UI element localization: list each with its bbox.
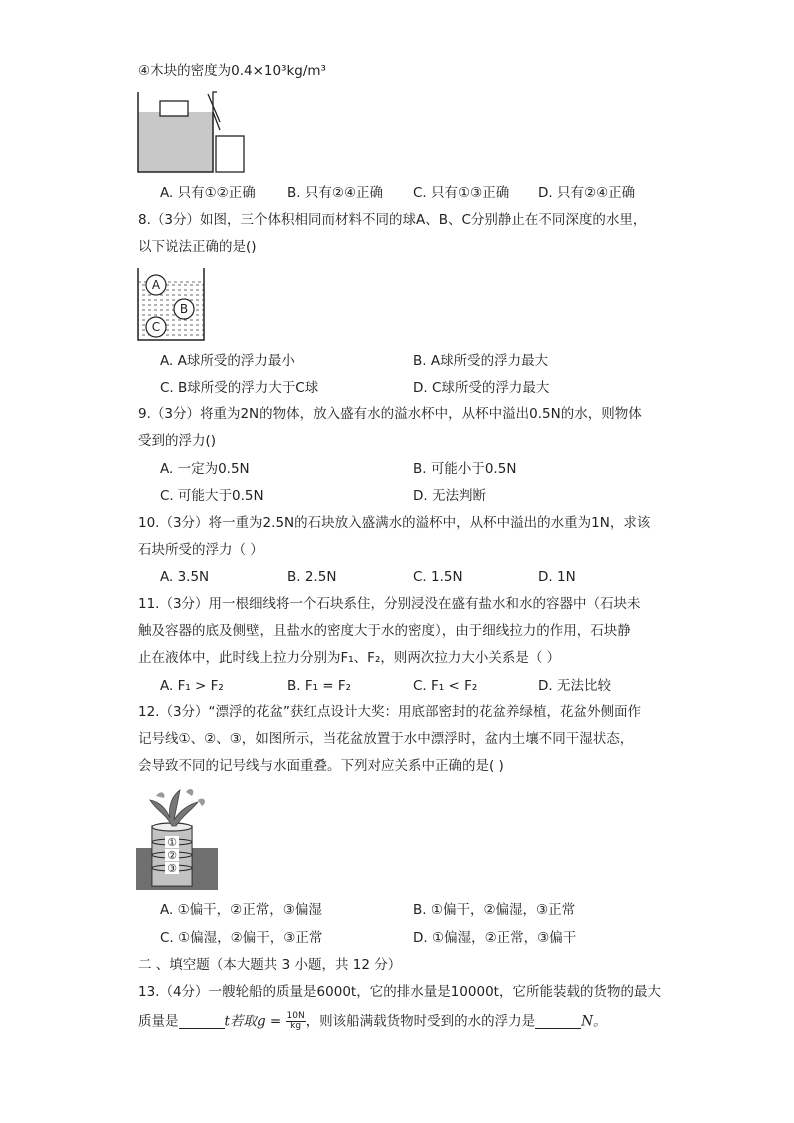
- ball-c-label: C: [151, 320, 161, 334]
- q8-line-1: 8.（3分）如图，三个体积相同而材料不同的球A、B、C分别静止在不同深度的水里，: [138, 212, 647, 228]
- q7-option-b: B. 只有②④正确: [287, 185, 384, 201]
- mark-3-label: ③: [167, 862, 177, 875]
- q11-line-1: 11.（3分）用一根细线将一个石块系住，分别浸没在盛有盐水和水的容器中（石块未: [138, 596, 641, 612]
- q13-fraction-numerator: 10N: [286, 1011, 305, 1021]
- q12-option-d: D. ①偏湿，②正常，③偏干: [413, 930, 577, 946]
- q11-line-2: 触及容器的底及侧壁，且盐水的密度大于水的密度），由于细线拉力的作用，石块静: [138, 623, 631, 639]
- q9-option-a: A. 一定为0.5N: [160, 461, 250, 477]
- q12-line-3: 会导致不同的记号线与水面重叠。下列对应关系中正确的是( ): [138, 758, 504, 774]
- q10-option-d: D. 1N: [538, 569, 576, 585]
- q12-line-1: 12.（3分）“漂浮的花盆”获红点设计大奖：用底部密封的花盆养绿植，花盆外侧面作: [138, 704, 642, 720]
- q13-line-1: 13.（4分）一艘轮船的质量是6000t，它的排水量是10000t，它所能装载的货物的最大: [138, 984, 661, 1000]
- q9-option-c: C. 可能大于0.5N: [160, 488, 264, 504]
- q12-option-c: C. ①偏湿，②偏干，③正常: [160, 930, 323, 946]
- ball-a-label: A: [151, 278, 161, 292]
- q12-option-b: B. ①偏干，②偏湿，③正常: [413, 902, 576, 918]
- q9-line-1: 9.（3分）将重为2N的物体，放入盛有水的溢水杯中，从杯中溢出0.5N的水，则物体: [138, 406, 642, 422]
- q13-fraction-denominator: kg: [290, 1021, 302, 1031]
- q12-option-a: A. ①偏干，②正常，③偏湿: [160, 902, 322, 918]
- q9-line-2: 受到的浮力(): [138, 433, 217, 449]
- q7-option-d: D. 只有②④正确: [538, 185, 636, 201]
- q8-option-b: B. A球所受的浮力最大: [413, 353, 549, 369]
- q13-text-b: t若取: [224, 1013, 257, 1030]
- q12-figure-floating-flowerpot: [136, 786, 218, 890]
- q13-text-a: 质量是: [138, 1013, 179, 1030]
- q10-line-1: 10.（3分）将一重为2.5N的石块放入盛满水的溢杯中，从杯中溢出的水重为1N，求该: [138, 515, 651, 531]
- q7-option-a: A. 只有①②正确: [160, 185, 256, 201]
- q11-option-c: C. F₁ < F₂: [413, 678, 478, 694]
- q13-line-2: [138, 1012, 607, 1031]
- q10-option-b: B. 2.5N: [287, 569, 337, 585]
- q7-statement-4: ④木块的密度为0.4×10³kg/m³: [138, 63, 326, 79]
- ball-b-label: B: [179, 302, 189, 316]
- q7-figure-overflow-cup: [136, 90, 248, 174]
- q13-text-c: ，则该船满载货物时受到的水的浮力是: [305, 1013, 536, 1030]
- q11-option-a: A. F₁ > F₂: [160, 678, 224, 694]
- wood-block: [160, 101, 188, 116]
- q10-option-a: A. 3.5N: [160, 569, 210, 585]
- section-heading-fill-in: 二 、填空题（本大题共 3 小题，共 12 分）: [138, 957, 402, 973]
- q13-blank-1[interactable]: [179, 1014, 225, 1029]
- q9-option-d: D. 无法判断: [413, 488, 486, 504]
- q10-option-c: C. 1.5N: [413, 569, 463, 585]
- q13-equals: =: [265, 1013, 286, 1030]
- q8-option-d: D. C球所受的浮力最大: [413, 380, 550, 396]
- mark-1-label: ①: [167, 836, 177, 849]
- q12-line-2: 记号线①、②、③，如图所示，当花盆放置于水中漂浮时，盆内土壤不同干湿状态，: [138, 731, 634, 747]
- q13-text-d: N。: [581, 1013, 607, 1030]
- q7-option-c: C. 只有①③正确: [413, 185, 510, 201]
- q8-line-2: 以下说法正确的是(): [138, 239, 257, 255]
- q9-option-b: B. 可能小于0.5N: [413, 461, 517, 477]
- small-beaker: [216, 136, 244, 172]
- q11-option-d: D. 无法比较: [538, 678, 611, 694]
- q8-option-a: A. A球所受的浮力最小: [160, 353, 295, 369]
- q13-fraction: [286, 1012, 306, 1031]
- q10-line-2: 石块所受的浮力（ ）: [138, 542, 264, 558]
- water: [138, 112, 213, 172]
- mark-2-label: ②: [167, 849, 177, 862]
- q8-option-c: C. B球所受的浮力大于C球: [160, 380, 319, 396]
- q13-g-variable: g: [256, 1013, 266, 1030]
- q8-figure-balls-in-water: [136, 268, 208, 342]
- q13-blank-2[interactable]: [535, 1014, 581, 1029]
- q11-line-3: 止在液体中，此时线上拉力分别为F₁、F₂，则两次拉力大小关系是（ ）: [138, 650, 561, 666]
- q11-option-b: B. F₁ = F₂: [287, 678, 352, 694]
